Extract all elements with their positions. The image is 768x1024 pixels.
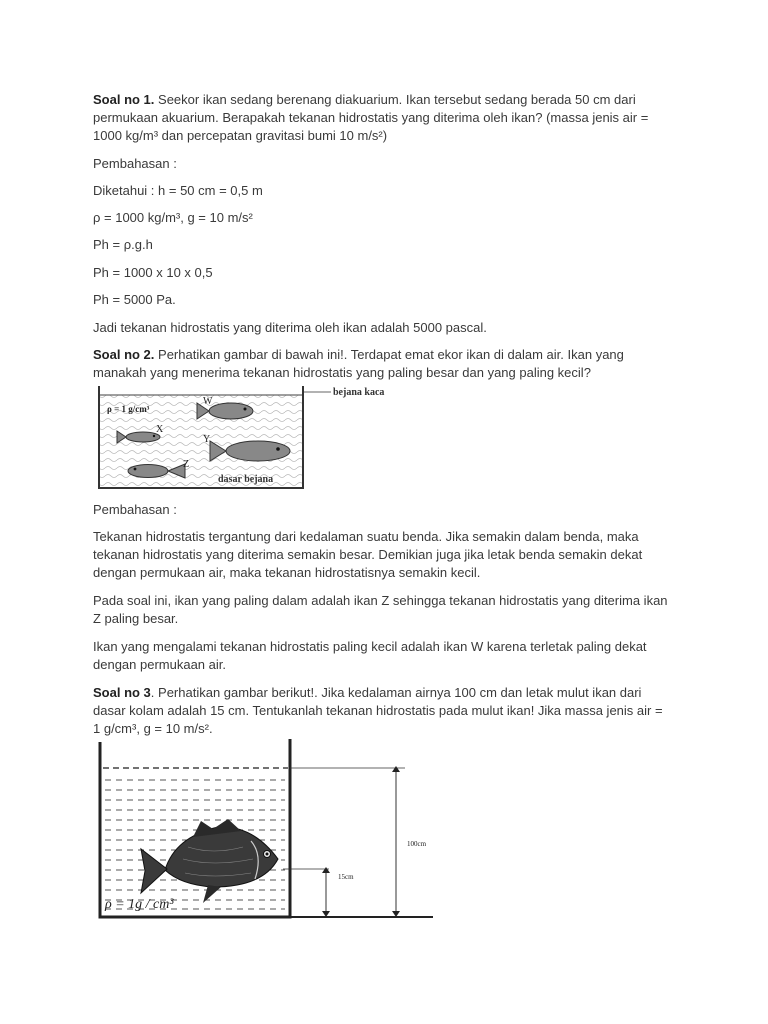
solution-line-5: Ph = 5000 Pa. [93,292,176,307]
base-label: dasar bejana [218,474,274,485]
question-1-text [93,91,673,145]
question-2 [93,346,673,382]
fish-z-label: Z [183,459,190,470]
question-1-discussion-heading: Pembahasan : [93,156,177,171]
fish-x-label: X [156,424,164,435]
solution-conclusion: Jadi tekanan hidrostatis yang diterima oleh ikan adalah 5000 pascal. [93,320,487,335]
fish-vessel-figure [93,384,393,490]
question-2-discussion-heading: Pembahasan : [93,502,177,517]
solution-line-4: Ph = 1000 x 10 x 0,5 [93,265,213,280]
density-label-pond: ρ = 1g / cm³ [105,897,174,912]
question-2-paragraph-1: Tekanan hidrostatis tergantung dari kedalaman suatu benda. Jika semakin dalam benda, maka tekanan hidrostatis yang diterima semakin besar. Demikian juga jika letak benda semakin dekat dengan permukaan air, maka tekanan hidrostatisnya semakin kecil. [93,529,643,580]
question-2-body: Perhatikan gambar di bawah ini!. Terdapat emat ekor ikan di dalam air. Ikan yang manakah yang menerima tekanan hidrostatis yang paling besar dan yang paling kecil? [93,347,624,380]
question-1-body: Seekor ikan sedang berenang diakuarium. Ikan tersebut sedang berada 50 cm dari permukaan akuarium. Berapakah tekanan hidrostatis yang diterima oleh ikan? (massa jenis air = 1000 kg/m³ dan percepatan gravitasi bumi 10 m/s²) [93,92,649,143]
solution-line-2: ρ = 1000 kg/m³, g = 10 m/s² [93,210,253,225]
question-2-paragraph-3: Ikan yang mengalami tekanan hidrostatis paling kecil adalah ikan W karena terletak paling dekat dengan permukaan air. [93,639,647,672]
question-3-body: . Perhatikan gambar berikut!. Jika kedalaman airnya 100 cm dan letak mulut ikan dari dasar kolam adalah 15 cm. Tentukanlah tekanan hidrostatis pada mulut ikan! Jika massa jenis air = 1 g/cm³, g = 10 m/s². [93,685,663,736]
question-1-label: Soal no 1. [93,92,155,107]
question-3 [93,684,673,738]
fish-w-label: W [203,396,213,407]
pond-figure [93,737,438,923]
question-3-text [93,684,673,738]
question-2-label: Soal no 2. [93,347,155,362]
solution-line-1: Diketahui : h = 50 cm = 0,5 m [93,183,263,198]
density-label: ρ = 1 g/cm³ [107,404,150,414]
solution-line-3: Ph = ρ.g.h [93,237,153,252]
depth-label: 100cm [407,840,427,848]
fish-y-label: Y [203,434,211,445]
vessel-label: bejana kaca [333,387,385,398]
question-3-label: Soal no 3 [93,685,151,700]
mouth-height-label: 15cm [338,873,354,881]
question-2-text [93,346,673,382]
question-2-paragraph-2: Pada soal ini, ikan yang paling dalam adalah ikan Z sehingga tekanan hidrostatis yang diterima ikan Z paling besar. [93,593,668,626]
question-1 [93,91,673,145]
